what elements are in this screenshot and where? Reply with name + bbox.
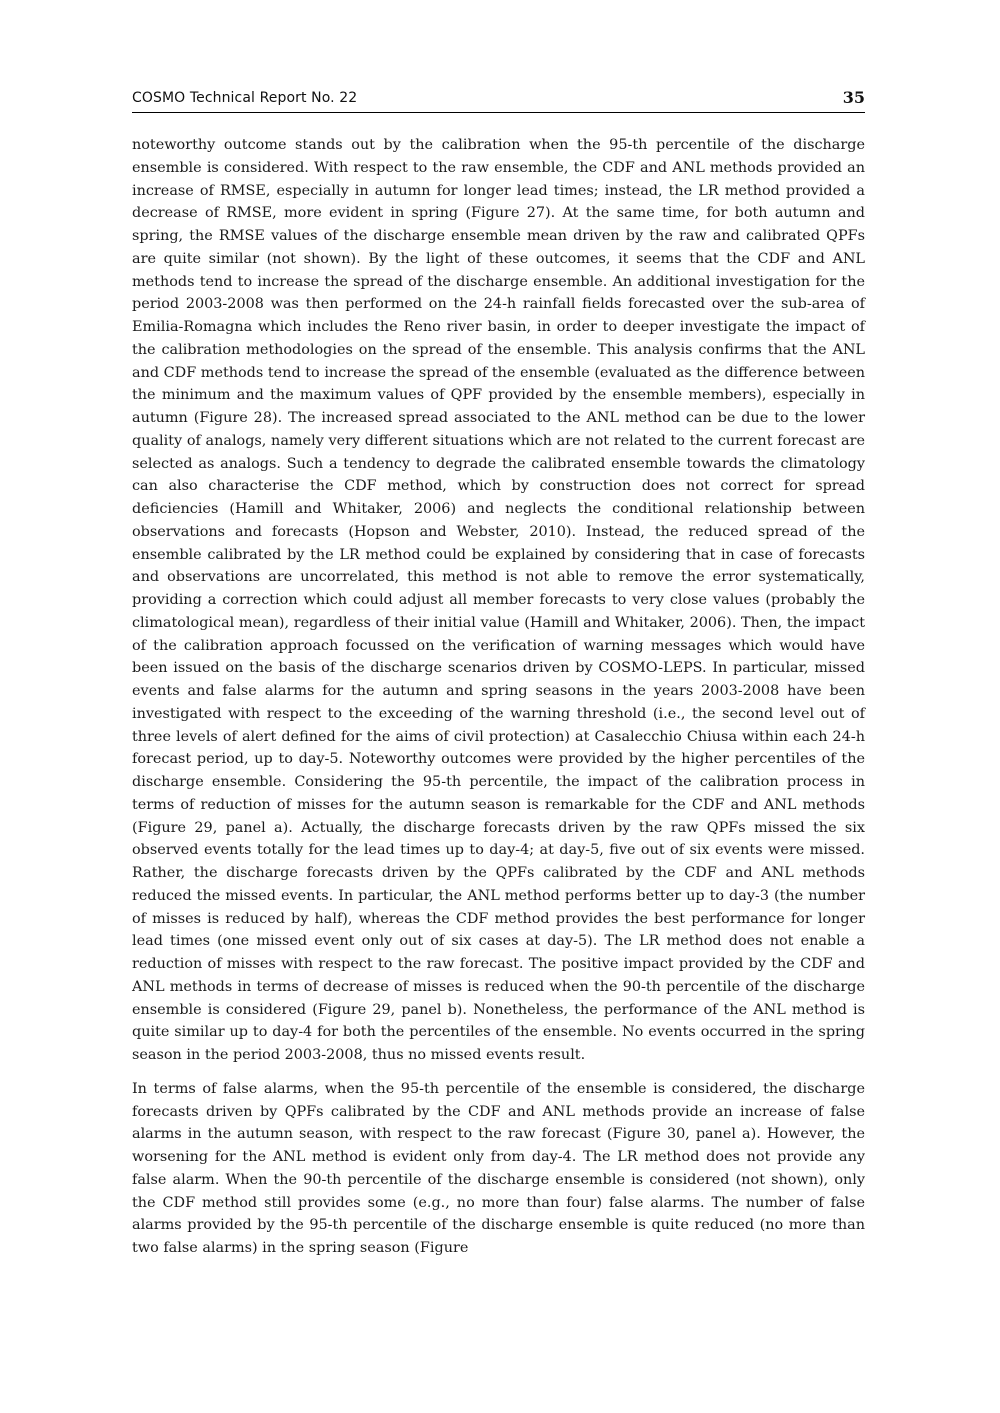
running-header: [132, 88, 865, 113]
running-title: COSMO Technical Report No. 22: [132, 90, 358, 106]
body-text: [132, 134, 865, 1260]
paragraph: noteworthy outcome stands out by the calibration when the 95-th percentile of the discharge ensemble is considered. With respect to the raw ensemble, the CDF and ANL methods provided an increase of RMSE, especially in autumn for longer lead times; instead, the LR method provided a decrease of RMSE, more evident in spring (Figure 27). At the same time, for both autumn and spring, the RMSE values of the discharge ensemble mean driven by the raw and calibrated QPFs are quite similar (not shown). By the light of these outcomes, it seems that the CDF and ANL methods tend to increase the spread of the discharge ensemble. An additional investigation for the period 2003-2008 was then performed on the 24-h rainfall fields forecasted over the sub-area of Emilia-Romagna which includes the Reno river basin, in order to deeper investigate the impact of the calibration methodologies on the spread of the ensemble. This analysis confirms that the ANL and CDF methods tend to increase the spread of the ensemble (evaluated as the difference between the minimum and the maximum values of QPF provided by the ensemble members), especially in autumn (Figure 28). The increased spread associated to the ANL method can be due to the lower quality of analogs, namely very different situations which are not related to the current forecast are selected as analogs. Such a tendency to degrade the calibrated ensemble towards the climatology can also characterise the CDF method, which by construction does not correct for spread deficiencies (Hamill and Whitaker, 2006) and neglects the conditional relationship between observations and forecasts (Hopson and Webster, 2010). Instead, the reduced spread of the ensemble calibrated by the LR method could be explained by considering that in case of forecasts and observations are uncorrelated, this method is not able to remove the error systematically, providing a correction which could adjust all member forecasts to very close values (probably the climatological mean), regardless of their initial value (Hamill and Whitaker, 2006). Then, the impact of the calibration approach focussed on the verification of warning messages which would have been issued on the basis of the discharge scenarios driven by COSMO-LEPS. In particular, missed events and false alarms for the autumn and spring seasons in the years 2003-2008 have been investigated with respect to the exceeding of the warning threshold (i.e., the second level out of three levels of alert defined for the aims of civil protection) at Casalecchio Chiusa within each 24-h forecast period, up to day-5. Noteworthy outcomes were provided by the higher percentiles of the discharge ensemble. Considering the 95-th percentile, the impact of the calibration process in terms of reduction of misses for the autumn season is remarkable for the CDF and ANL methods (Figure 29, panel a). Actually, the discharge forecasts driven by the raw QPFs missed the six observed events totally for the lead times up to day-4; at day-5, five out of six events were missed. Rather, the discharge forecasts driven by the QPFs calibrated by the CDF and ANL methods reduced the missed events. In particular, the ANL method performs better up to day-3 (the number of misses is reduced by half), whereas the CDF method provides the best performance for longer lead times (one missed event only out of six cases at day-5). The LR method does not enable a reduction of misses with respect to the raw forecast. The positive impact provided by the CDF and ANL methods in terms of decrease of misses is reduced when the 90-th percentile of the discharge ensemble is considered (Figure 29, panel b). Nonetheless, the performance of the ANL method is quite similar up to day-4 for both the percentiles of the ensemble. No events occurred in the spring season in the period 2003-2008, thus no missed events result.: [132, 137, 865, 1063]
paragraph: In terms of false alarms, when the 95-th percentile of the ensemble is considered, the discharge forecasts driven by QPFs calibrated by the CDF and ANL methods provide an increase of false alarms in the autumn season, with respect to the raw forecast (Figure 30, panel a). However, the worsening for the ANL method is evident only from day-4. The LR method does not provide any false alarm. When the 90-th percentile of the discharge ensemble is considered (not shown), only the CDF method still provides some (e.g., no more than four) false alarms. The number of false alarms provided by the 95-th percentile of the discharge ensemble is quite reduced (no more than two false alarms) in the spring season (Figure: [132, 1080, 865, 1256]
page-number: 35: [842, 88, 865, 107]
